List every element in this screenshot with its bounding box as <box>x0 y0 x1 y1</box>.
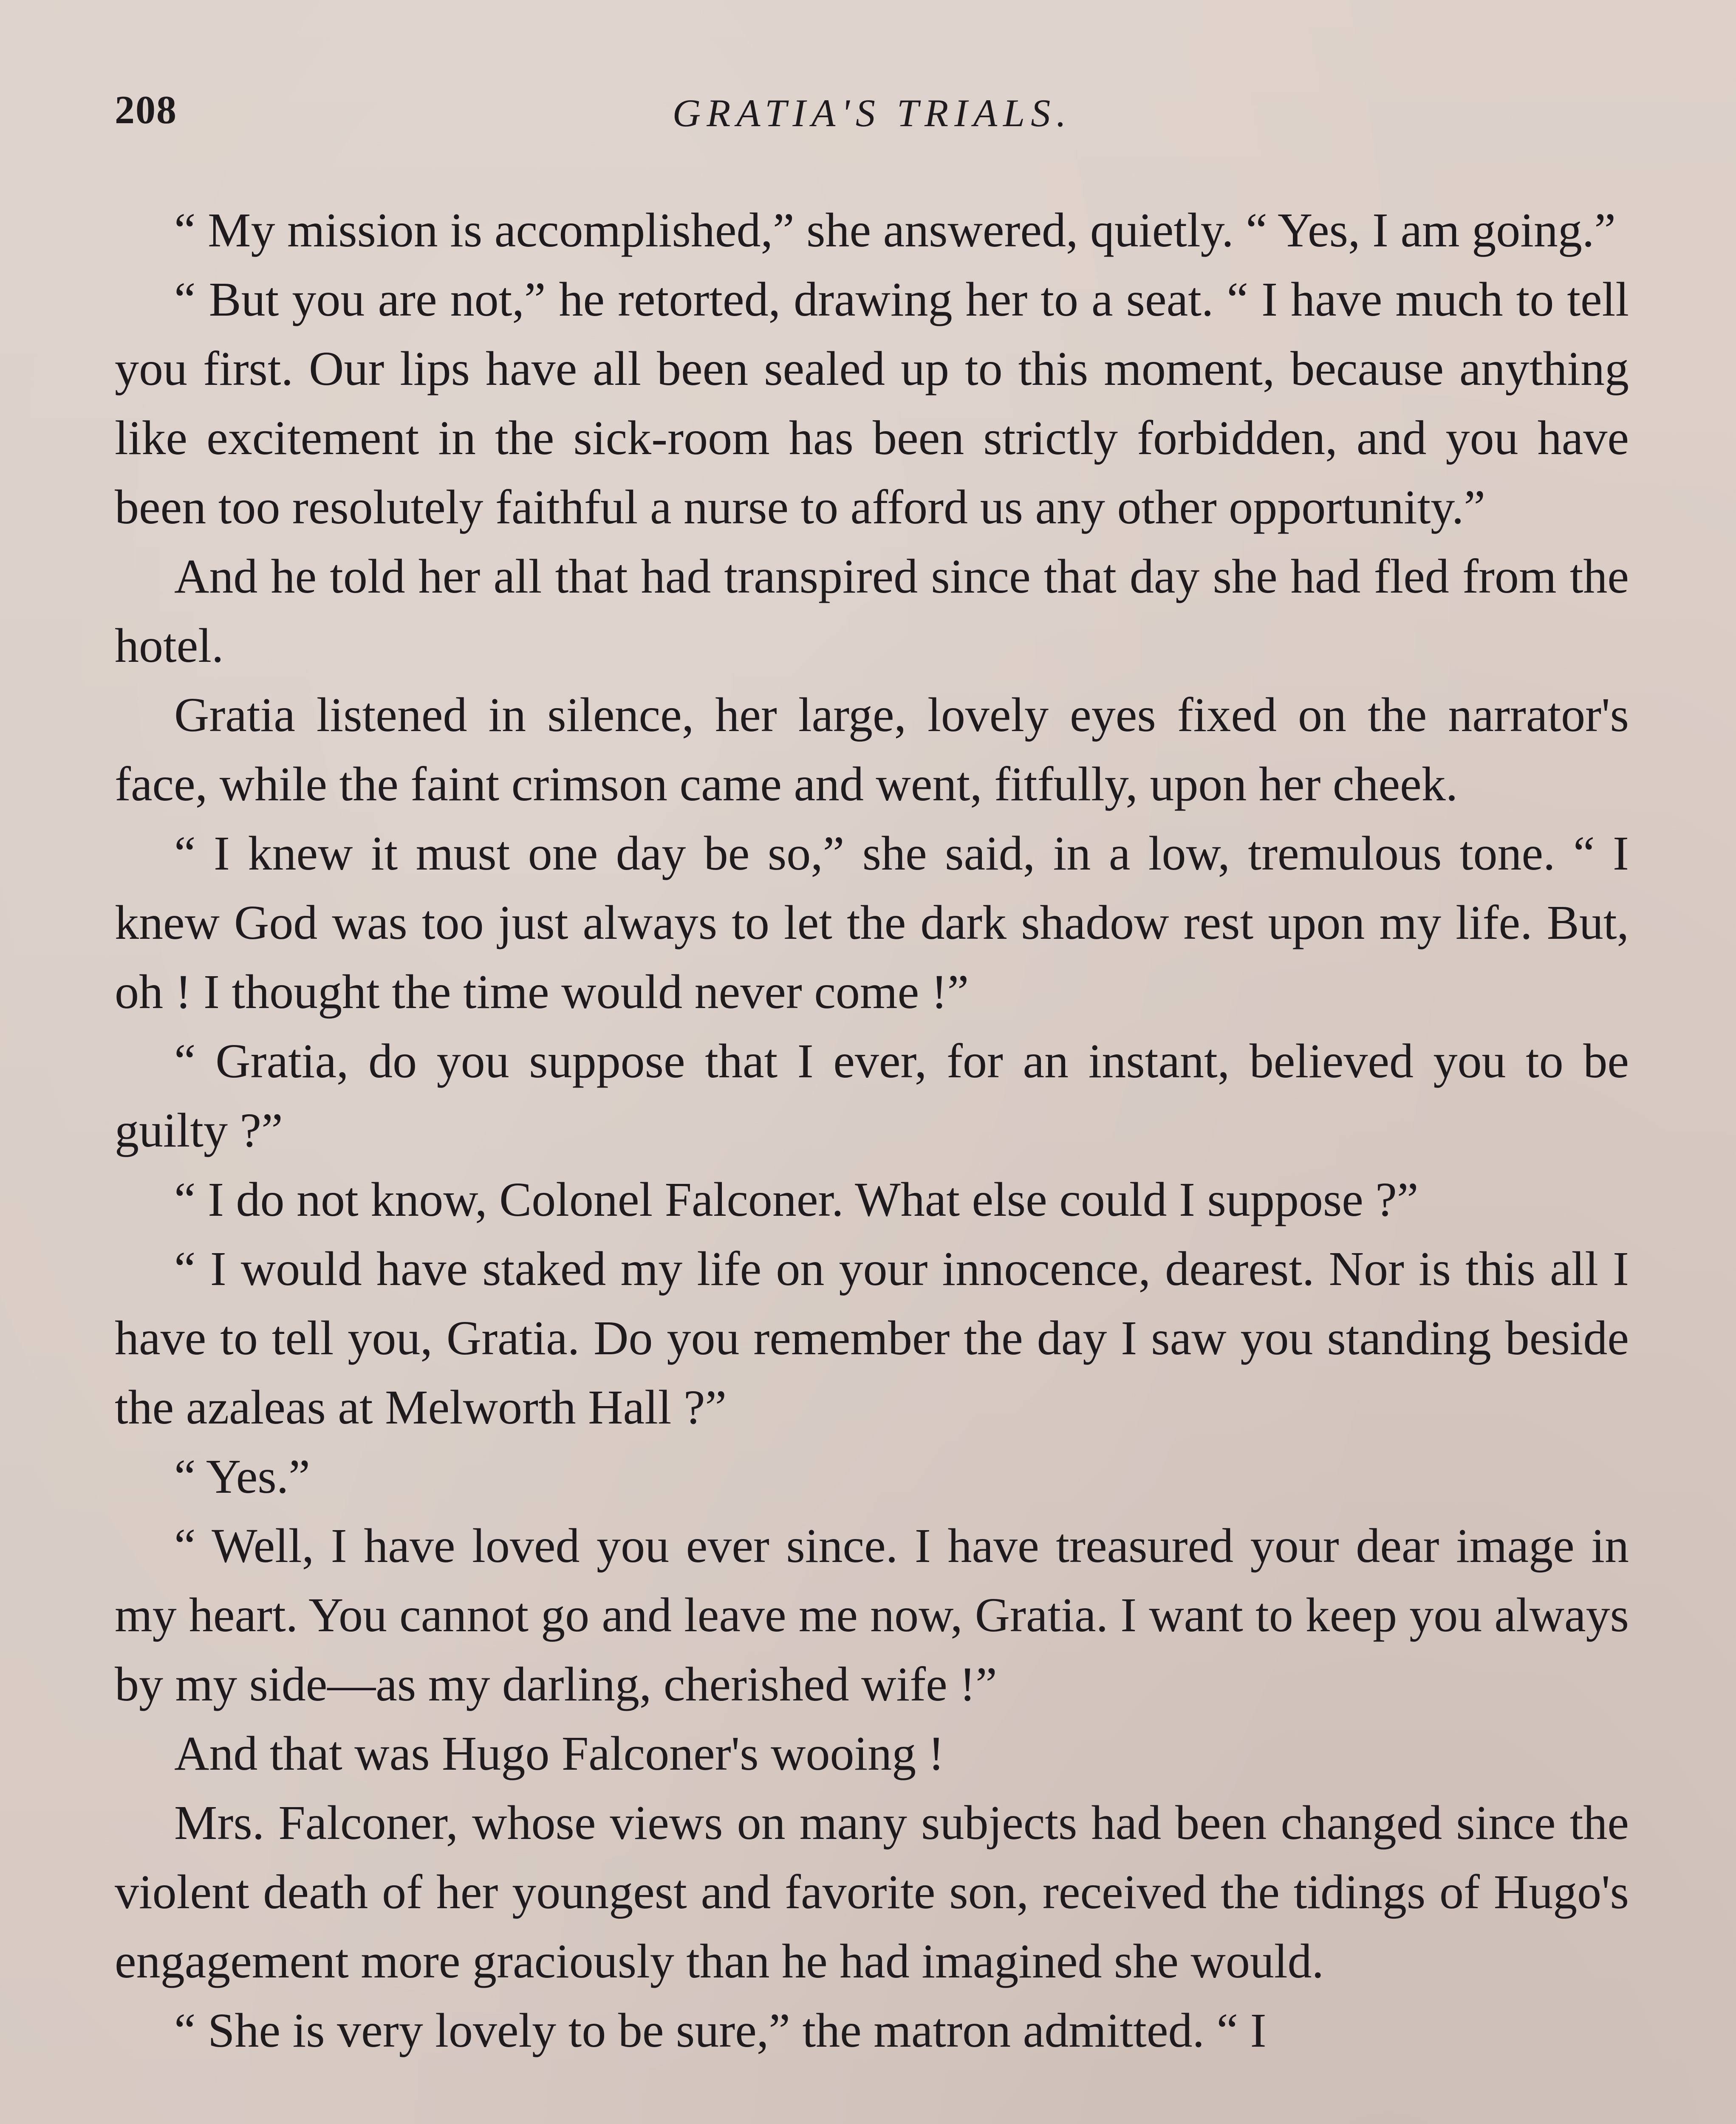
paragraph: “ My mission is accomplished,” she answered, quietly. “ Yes, I am going.” <box>174 203 1616 257</box>
paragraph: “ Yes.” <box>174 1449 310 1503</box>
running-head: GRATIA'S TRIALS. <box>672 91 1072 135</box>
paragraph: “ She is very lovely to be sure,” the matron admitted. “ I <box>174 2003 1267 2057</box>
paragraph: “ But you are not,” he retorted, drawing her to a seat. “ I have much to tell you first. Our lips have all been sealed up to this moment, because anything like excitement in the sick-room has been strictly forbidden, and you have been too resolutely faithful a nurse to afford us any other opportunity.” <box>115 272 1629 534</box>
paragraph: And that was Hugo Falconer's wooing ! <box>174 1726 944 1780</box>
paragraph: “ I would have staked my life on your innocence, dearest. Nor is this all I have to tell you, Gratia. Do you remember the day I saw you standing beside the azaleas at Melworth Hall ?” <box>115 1242 1629 1434</box>
paragraph: “ Gratia, do you suppose that I ever, for an instant, believed you to be guilty ?” <box>115 1034 1629 1157</box>
paragraph: “ I knew it must one day be so,” she said, in a low, tremulous tone. “ I knew God was too just always to let the dark shadow rest upon my life. But, oh ! I thought the time would never come !” <box>115 826 1629 1019</box>
body-text <box>115 195 1629 2065</box>
paragraph: “ I do not know, Colonel Falconer. What else could I suppose ?” <box>174 1172 1419 1226</box>
paragraph: And he told her all that had transpired since that day she had fled from the hotel. <box>115 549 1629 672</box>
paragraph: Mrs. Falconer, whose views on many subjects had been changed since the violent death of her youngest and favorite son, received the tidings of Hugo's engagement more graciously than he had imagined she would. <box>115 1796 1629 1988</box>
paragraph: Gratia listened in silence, her large, lovely eyes fixed on the narrator's face, while the faint crimson came and went, fitfully, upon her cheek. <box>115 688 1629 811</box>
page-number: 208 <box>115 88 177 132</box>
paragraph: “ Well, I have loved you ever since. I have treasured your dear image in my heart. You cannot go and leave me now, Gratia. I want to keep you always by my side—as my darling, cherished wife !” <box>115 1519 1629 1711</box>
page-header <box>115 87 1630 155</box>
